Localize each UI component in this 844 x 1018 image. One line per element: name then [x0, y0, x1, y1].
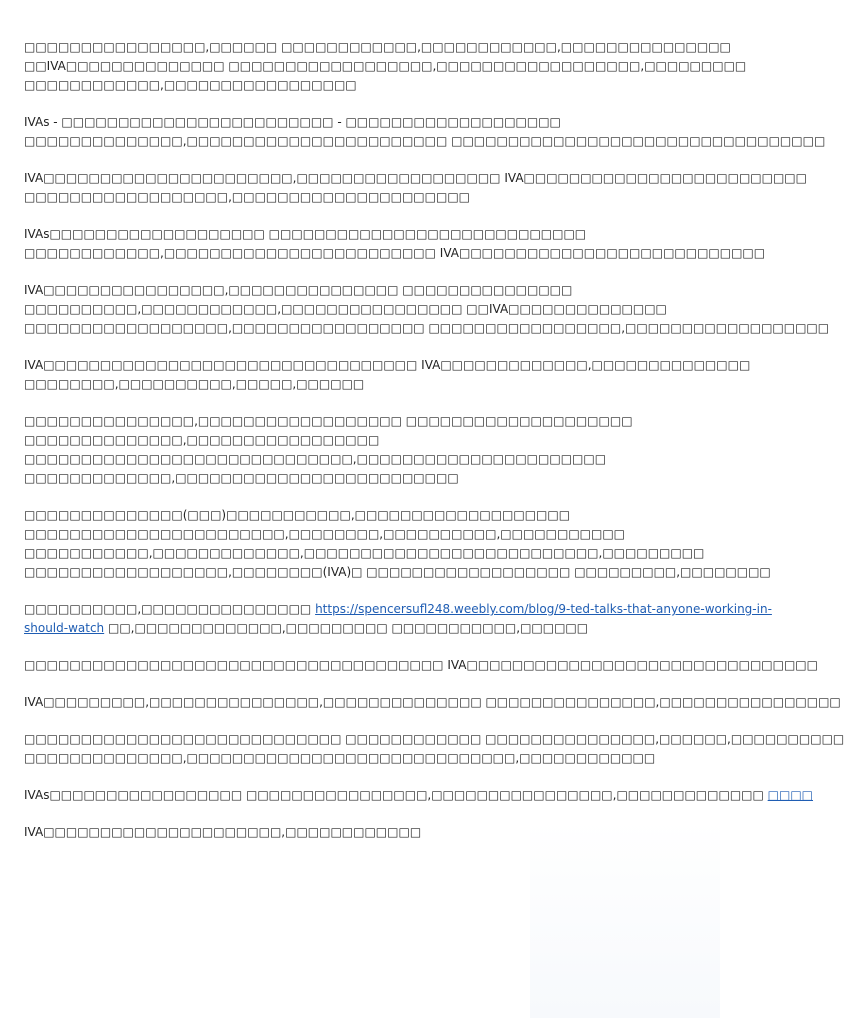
text-line: □□□□□□□□□□□□□□□□□□□□□□□,□□□□□□□□,□□□□□□□□□□,□□□□□□□□□□□: [24, 527, 626, 541]
text-line: □□□□□□□□□□□□□,□□□□□□□□□□□□□□□□□□□□□□□□□: [24, 471, 459, 485]
text-line: □□□□□□□□□□□□□□□□,□□□□□□ □□□□□□□□□□□□,□□□□□□□□□□□□,□□□□□□□□□□□□□□□: [24, 40, 731, 54]
link-lead-text: □□□□□□□□□□,□□□□□□□□□□□□□□□: [24, 602, 316, 616]
external-link-continued[interactable]: should-watch: [24, 621, 105, 635]
link-paragraph: [24, 600, 772, 638]
text-line: □□□□□□□□□□□□□□,□□□□□□□□□□□□□□□□□□□□□□□ □□□□□□□□□□□□□□□□□□□□□□□□□□□□□□□□□: [24, 134, 826, 148]
paragraph: [24, 730, 844, 768]
text-line: □□□□□□□□□□□□□□□□□□□□□□□□□□□□ □□□□□□□□□□□□ □□□□□□□□□□□□□□□,□□□□□□,□□□□□□□□□□: [24, 732, 844, 746]
page-shade: [530, 820, 720, 1018]
text-line: IVA□□□□□□□□□□□□□□□□□□□□□□□□□□□□□□□□□ IVA□□□□□□□□□□□□□,□□□□□□□□□□□□□□: [24, 358, 751, 372]
paragraph: [24, 656, 818, 675]
paragraph: [24, 113, 826, 151]
text-line: [24, 786, 814, 805]
text-line: IVAs - □□□□□□□□□□□□□□□□□□□□□□□□ - □□□□□□□□□□□□□□□□□□□: [24, 115, 561, 129]
text-line: □□□□□□□□□□□,□□□□□□□□□□□□□,□□□□□□□□□□□□□□□□□□□□□□□□□□,□□□□□□□□□: [24, 546, 705, 560]
text-line: [24, 600, 772, 619]
paragraph: [24, 281, 830, 338]
paragraph: [24, 412, 696, 488]
link-paragraph-2: [24, 786, 814, 805]
text-line: □□□□□□□□□□□□□□□□□□□□□□□□□□□□□□□□□□□□□ IVA□□□□□□□□□□□□□□□□□□□□□□□□□□□□□□□: [24, 658, 818, 672]
inline-link[interactable]: □□□□: [767, 788, 814, 802]
text-line: □□□□□□□□□□□□□□,□□□□□□□□□□□□□□□□□: [24, 433, 380, 447]
paragraph: [24, 356, 751, 394]
external-link[interactable]: https://spencersufl248.weebly.com/blog/9-ted-talks-that-anyone-working-in-: [315, 602, 772, 616]
paragraph: [24, 38, 747, 95]
text-line: □□□□□□□□□□□□□□□□□□,□□□□□□□□□□□□□□□□□ □□□□□□□□□□□□□□□□□,□□□□□□□□□□□□□□□□□□: [24, 321, 830, 335]
paragraph: [24, 225, 766, 263]
text-line: IVA□□□□□□□□□□□□□□□□,□□□□□□□□□□□□□□□ □□□□□□□□□□□□□□□: [24, 283, 573, 297]
text-line: IVAs□□□□□□□□□□□□□□□□□□□ □□□□□□□□□□□□□□□□□□□□□□□□□□□□: [24, 227, 587, 241]
text-line: □□□□□□□□□□□□,□□□□□□□□□□□□□□□□□: [24, 78, 357, 92]
text-line: □□□□□□□□□□,□□□□□□□□□□□□,□□□□□□□□□□□□□□□□ □□IVA□□□□□□□□□□□□□□: [24, 302, 667, 316]
paragraph: [24, 693, 841, 712]
text-line: □□□□□□□□,□□□□□□□□□□,□□□□□,□□□□□□: [24, 377, 365, 391]
paragraph: [24, 169, 807, 207]
link-lead-text: IVAs□□□□□□□□□□□□□□□□□ □□□□□□□□□□□□□□□□,□□□□□□□□□□□□□□□□,□□□□□□□□□□□□□: [24, 788, 768, 802]
paragraph: [24, 506, 771, 582]
text-line: □□□□□□□□□□□□□□□□□□,□□□□□□□□□□□□□□□□□□□□□: [24, 190, 470, 204]
text-line: IVA□□□□□□□□□□□□□□□□□□□□□□,□□□□□□□□□□□□□□□□□□ IVA□□□□□□□□□□□□□□□□□□□□□□□□□: [24, 171, 807, 185]
text-line: □□□□□□□□□□□□,□□□□□□□□□□□□□□□□□□□□□□□□ IVA□□□□□□□□□□□□□□□□□□□□□□□□□□□: [24, 246, 766, 260]
text-line: IVA□□□□□□□□□,□□□□□□□□□□□□□□□,□□□□□□□□□□□□□□ □□□□□□□□□□□□□□□,□□□□□□□□□□□□□□□□: [24, 695, 841, 709]
text-line: IVA□□□□□□□□□□□□□□□□□□□□□,□□□□□□□□□□□□: [24, 825, 422, 839]
document-body: [24, 38, 844, 860]
text-line: □□□□□□□□□□□□□□□,□□□□□□□□□□□□□□□□□□ □□□□□□□□□□□□□□□□□□□□: [24, 414, 633, 428]
text-line: [24, 619, 696, 638]
text-line: □□□□□□□□□□□□□□□□□□,□□□□□□□□(IVA)□ □□□□□□□□□□□□□□□□□□ □□□□□□□□□,□□□□□□□□: [24, 565, 771, 579]
text-line: □□□□□□□□□□□□□□,□□□□□□□□□□□□□□□□□□□□□□□□□□□□□,□□□□□□□□□□□□: [24, 751, 656, 765]
text-line: □□IVA□□□□□□□□□□□□□□ □□□□□□□□□□□□□□□□□□,□□□□□□□□□□□□□□□□□□,□□□□□□□□□: [24, 59, 747, 73]
text-line: □□□□□□□□□□□□□□(□□□)□□□□□□□□□□□,□□□□□□□□□□□□□□□□□□□: [24, 508, 571, 522]
text-line: □□□□□□□□□□□□□□□□□□□□□□□□□□□□□,□□□□□□□□□□□□□□□□□□□□□□: [24, 452, 607, 466]
link-trail-text: □□,□□□□□□□□□□□□□,□□□□□□□□□ □□□□□□□□□□□,□□□□□□: [104, 621, 589, 635]
